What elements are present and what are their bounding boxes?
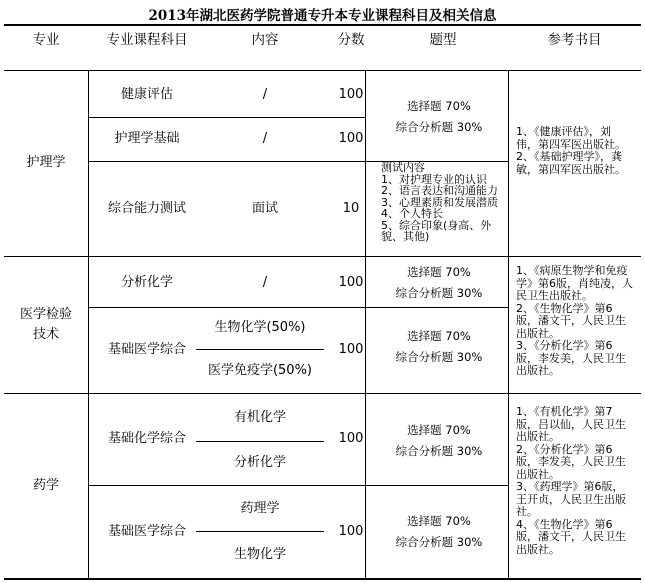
nursing-score-1: 100 [338,86,364,102]
pharmacy-content-2b: 生物化学 [233,546,286,562]
header-course: 专业课程科目 [106,32,188,48]
reference-item: 3、《分析化学》第6版，李发美，人民卫生出版社。 [516,339,626,377]
pharmacy-qtype-choice: 选择题 70% [407,423,471,437]
nursing-score-2: 100 [338,131,364,146]
major-medical-lab-line1: 医学检验 [19,306,72,322]
pharmacy-qtype-analysis: 综合分析题 30% [395,535,483,549]
pharmacy-score-1: 100 [338,431,364,446]
pharmacy-score-2: 100 [338,523,364,539]
nursing-content-1: / [262,86,268,102]
medlab-course-2: 基础医学综合 [107,342,186,357]
reference-item: 3、《药理学》第6版，王开贞，人民卫生出版社。 [516,480,626,518]
reference-item: 1、《病原生物学和免疫学》第6版，肖纯凌，人民卫生出版社。 [516,264,633,302]
reference-item: 2、《分析化学》第6版，李发美，人民卫生出版社。 [516,442,626,481]
nursing-question-type [370,94,508,140]
nursing-course-2: 护理学基础 [114,131,180,146]
nursing-course-3: 综合能力测试 [107,200,186,216]
nursing-references [516,126,632,176]
medlab-qtype-1 [370,260,508,306]
header-score: 分数 [337,32,365,48]
pharmacy-course-1: 基础化学综合 [107,431,186,446]
medlab-score-2: 100 [338,342,364,357]
medlab-content-2a: 生物化学(50%) [214,320,306,335]
major-medical-lab-line2: 技术 [32,326,59,342]
pharmacy-qtype-analysis: 综合分析题 30% [395,444,483,458]
medlab-content-2b: 医学免疫学(50%) [207,363,313,378]
header-major: 专业 [32,32,60,48]
reference-item: 1、《有机化学》第7版，吕以仙，人民卫生出版社。 [516,405,626,443]
reference-item: 2、《基础护理学》，龚敏，第四军医出版社。 [516,150,626,176]
table-bottom-rule [4,578,641,580]
header-question-type: 题型 [429,32,457,48]
medlab-qtype-choice: 选择题 70% [407,329,471,343]
pharmacy-course-2: 基础医学综合 [107,523,186,539]
pharmacy-qtype-1 [370,418,508,464]
medlab-content-1: / [262,274,268,290]
nursing-content-2: / [262,131,268,146]
medlab-course-1: 分析化学 [120,274,173,290]
major-medical-lab [4,256,88,393]
nursing-score-3: 10 [342,200,360,216]
test-content-item: 4、个人特长 [381,207,443,220]
header-references: 参考书目 [547,32,602,48]
medlab-qtype-analysis: 综合分析题 30% [395,350,483,364]
medlab-qtype-choice: 选择题 70% [407,265,471,279]
test-content-item: 5、综合印象(身高、外貌、其他) [381,218,492,243]
medlab-score-1: 100 [338,274,364,290]
reference-item: 2、《生物化学》第6版，潘文干，人民卫生出版社。 [516,301,626,340]
pharmacy-qtype-2 [370,509,508,555]
reference-item: 4、《生物化学》第6版，潘文干，人民卫生出版社。 [516,517,626,556]
reference-item: 1、《健康评估》，刘伟，第四军医出版社。 [516,125,626,151]
major-nursing: 护理学 [26,155,66,170]
test-content-item: 1、对护理专业的认识 [381,172,487,186]
test-content-item: 2、语言表达和沟通能力 [381,184,498,197]
pharmacy-qtype-choice: 选择题 70% [407,514,471,528]
medlab-qtype-2 [370,324,508,370]
test-content-heading: 测试内容 [381,161,425,174]
pharmacy-content-1b: 分析化学 [233,455,286,470]
nursing-bottom-rule [4,256,641,257]
references-column-rule [508,70,509,578]
nursing-content-3: 面试 [251,200,278,216]
pharmacy-content-1a: 有机化学 [233,410,286,425]
medlab-qtype-analysis: 综合分析题 30% [395,286,483,300]
nursing-qtype-choice: 选择题 70% [407,99,471,113]
nursing-test-content [381,162,507,243]
header-bottom-rule [4,70,641,71]
major-pharmacy: 药学 [32,477,59,493]
nursing-course-1: 健康评估 [120,86,173,102]
medlab-references [516,265,634,378]
nursing-qtype-analysis: 综合分析题 30% [395,120,483,134]
test-content-item: 3、心理素质和发展潜质 [381,195,498,209]
pharmacy-references [516,406,634,556]
pharmacy-content-2a: 药理学 [240,501,280,516]
header-content: 内容 [251,32,279,48]
page-title: 2013年湖北医药学院普通专升本专业课程科目及相关信息 [148,8,497,24]
